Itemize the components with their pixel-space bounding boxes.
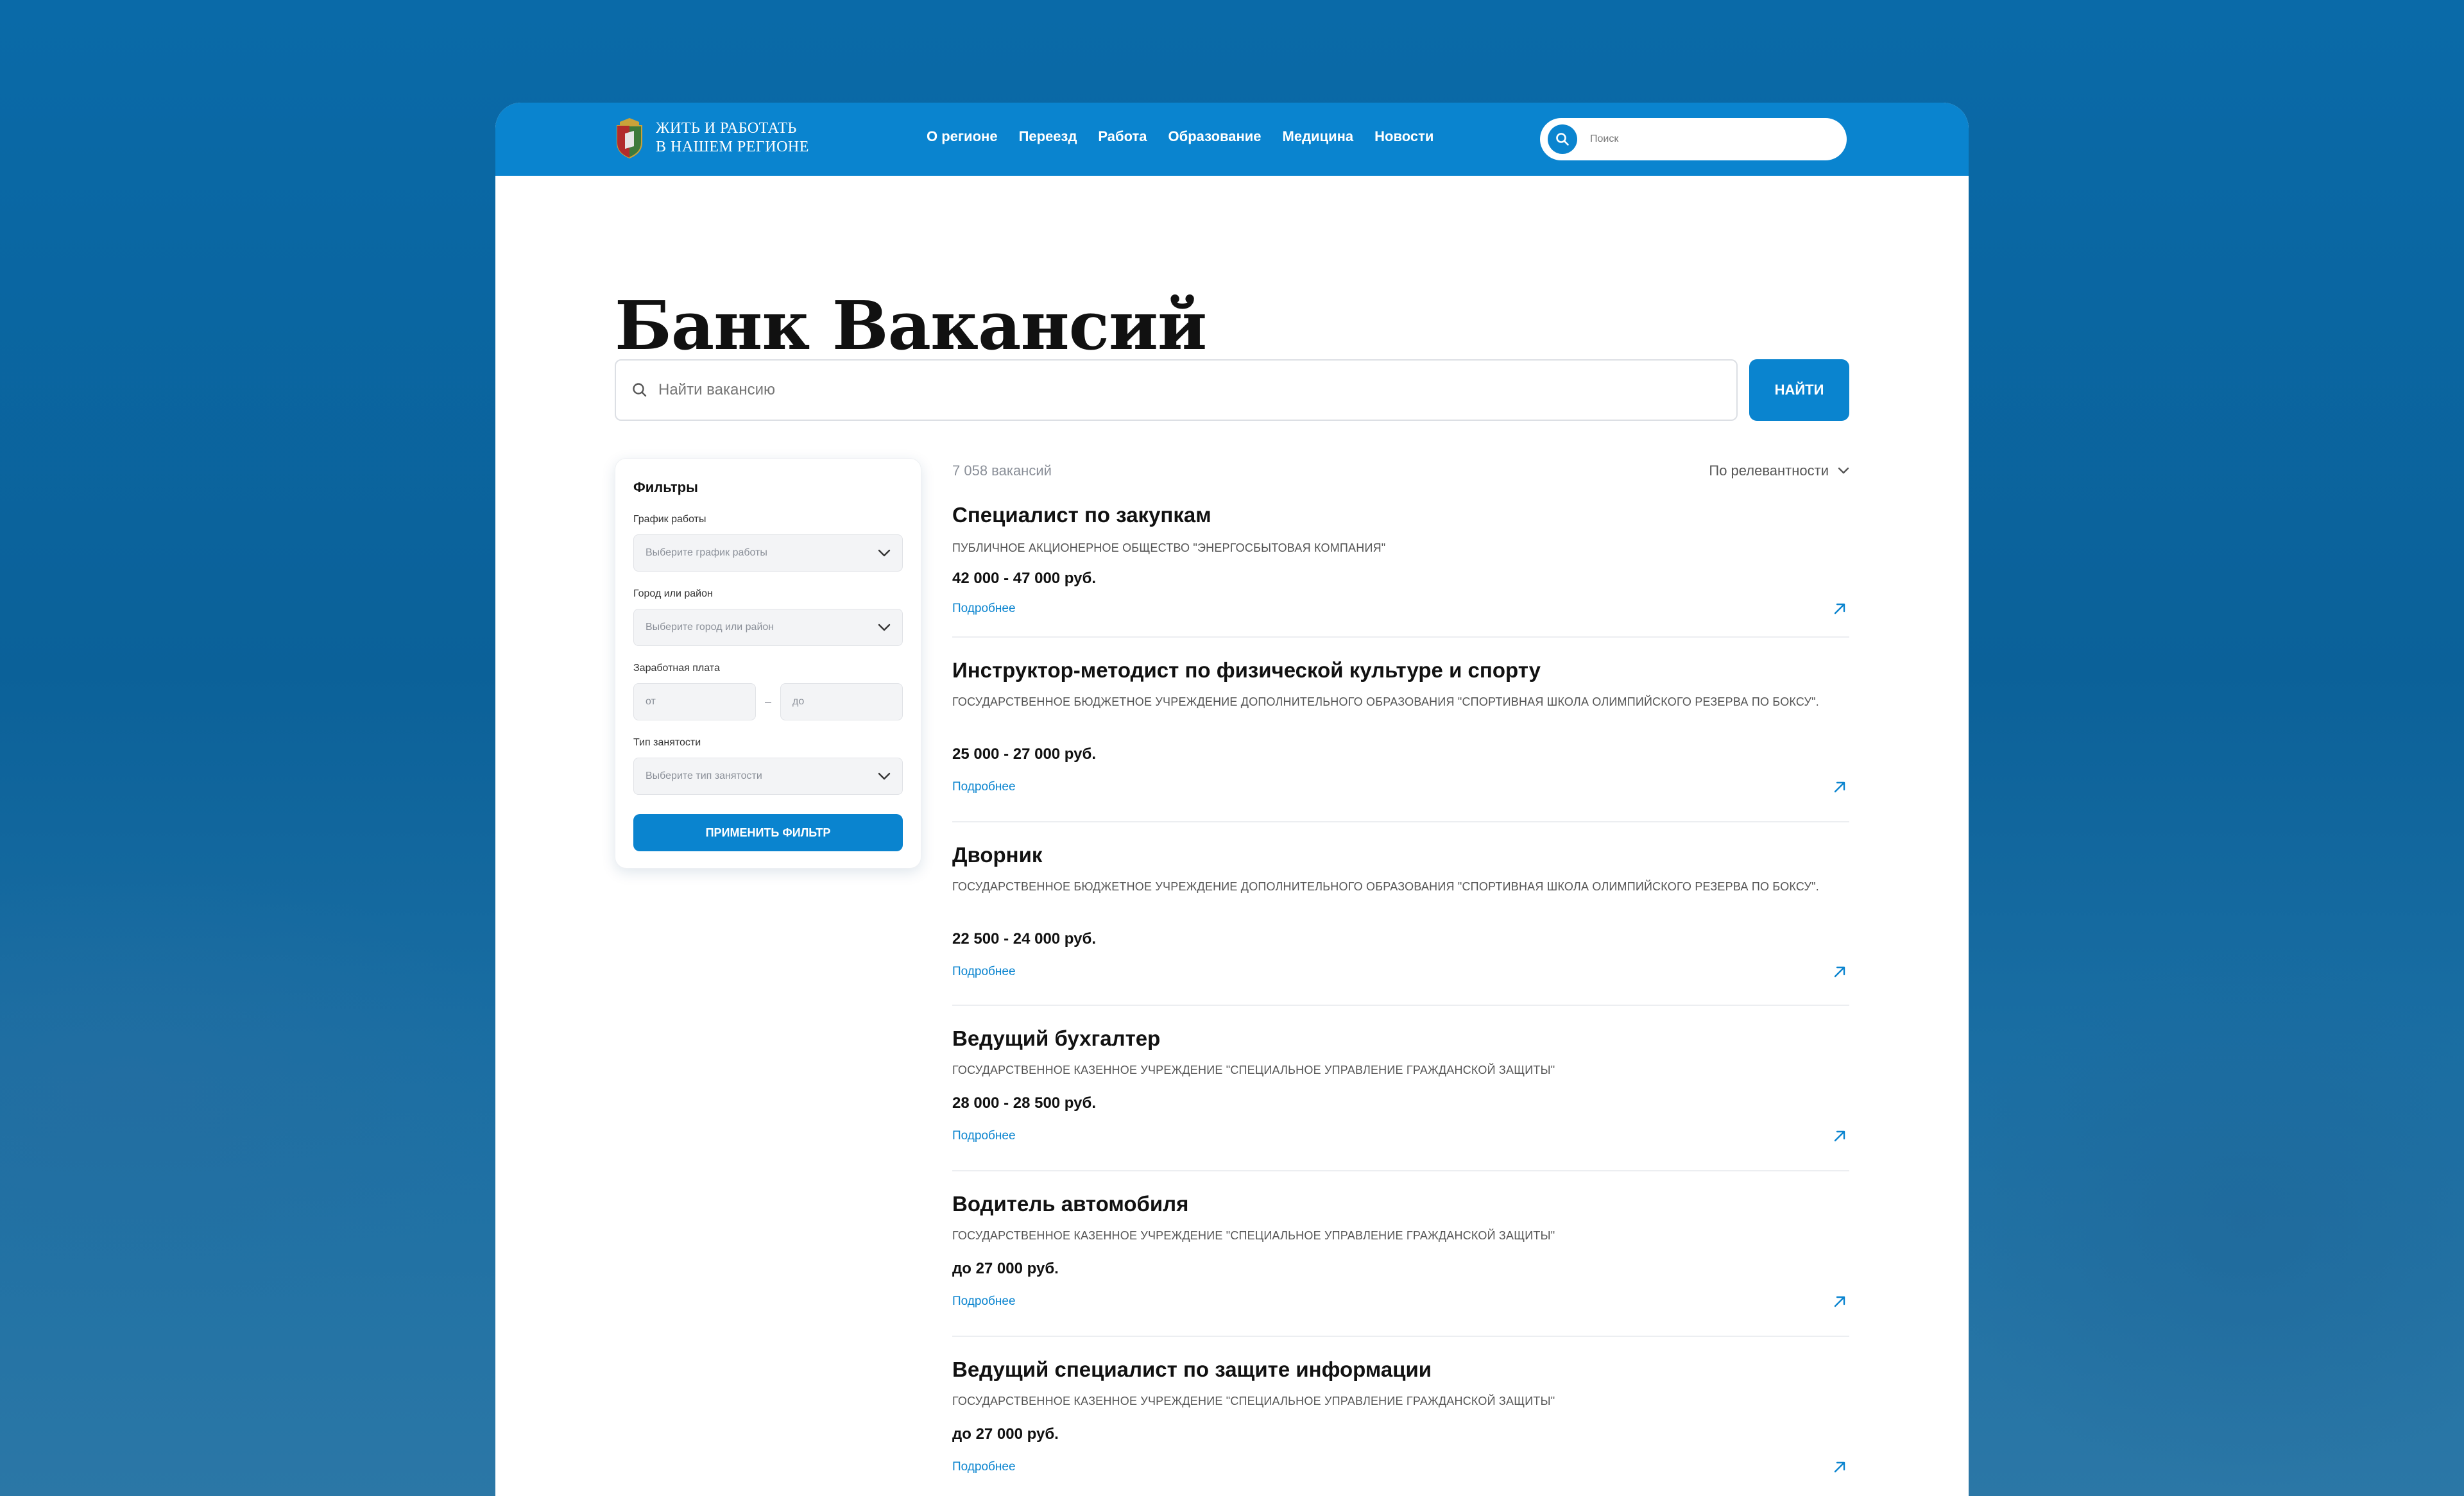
vacancy-card [952,1006,1849,1171]
page-content [495,103,1969,1496]
salary-filter [633,663,903,720]
employment-select[interactable] [633,758,903,795]
salary-dash: – [764,695,771,708]
schedule-placeholder: Выберите график работы [646,547,767,558]
salary-label: Заработная плата [633,663,720,674]
vacancy-more-link[interactable]: Подробнее [952,602,1016,615]
salary-to-input[interactable]: до [780,683,903,720]
search-icon [631,382,648,398]
city-label: Город или район [633,588,713,599]
filters-panel [615,458,921,869]
arrow-up-right-icon[interactable] [1833,1129,1847,1143]
vacancy-salary: 25 000 - 27 000 руб. [952,745,1096,763]
employment-filter [633,737,903,795]
vacancy-card [952,484,1849,638]
salary-range [633,683,903,720]
employment-label: Тип занятости [633,737,701,748]
nav-news[interactable]: Новости [1374,128,1434,144]
vacancy-card [952,822,1849,1006]
results-count: 7 058 вакансий [952,463,1052,479]
vacancy-employer: ГОСУДАРСТВЕННОЕ БЮДЖЕТНОЕ УЧРЕЖДЕНИЕ ДОПОЛНИТЕЛЬНОГО ОБРАЗОВАНИЯ "СПОРТИВНАЯ ШКОЛА ОЛИМПИЙСКОГО РЕЗЕРВА ПО БОКСУ". [952,695,1819,708]
apply-filter-button[interactable]: ПРИМЕНИТЬ ФИЛЬТР [633,814,903,851]
arrow-up-right-icon[interactable] [1833,780,1847,794]
chevron-down-icon [878,549,891,557]
nav-medicine[interactable]: Медицина [1282,128,1354,144]
vacancy-search-input[interactable] [658,381,1685,399]
city-placeholder: Выберите город или район [646,622,774,633]
arrow-up-right-icon[interactable] [1833,602,1847,616]
vacancy-card [952,1171,1849,1337]
vacancy-results [952,458,1849,1491]
logo-line-1: ЖИТЬ И РАБОТАТЬ [656,120,797,137]
sort-dropdown[interactable] [1709,463,1849,479]
vacancy-more-link[interactable]: Подробнее [952,965,1016,978]
chevron-down-icon [1838,467,1849,475]
filters-title: Фильтры [633,479,698,495]
chevron-down-icon [878,772,891,780]
vacancy-salary: до 27 000 руб. [952,1425,1059,1443]
vacancy-salary: 42 000 - 47 000 руб. [952,570,1096,587]
page-title: Банк Вакансий [615,286,1207,365]
logo-line-2: В НАШЕМ РЕГИОНЕ [656,139,809,155]
results-header [952,458,1849,484]
vacancy-employer: ПУБЛИЧНОЕ АКЦИОНЕРНОЕ ОБЩЕСТВО "ЭНЕРГОСБЫТОВАЯ КОМПАНИЯ" [952,541,1386,554]
vacancy-salary: 22 500 - 24 000 руб. [952,930,1096,948]
city-filter [633,588,903,646]
vacancy-more-link[interactable]: Подробнее [952,1129,1016,1143]
vacancy-card [952,638,1849,822]
vacancy-salary: 28 000 - 28 500 руб. [952,1094,1096,1112]
nav-about-region[interactable]: О регионе [927,128,998,144]
vacancy-title[interactable]: Дворник [952,843,1043,867]
nav-education[interactable]: Образование [1168,128,1262,144]
salary-from-input[interactable]: от [633,683,756,720]
vacancy-employer: ГОСУДАРСТВЕННОЕ БЮДЖЕТНОЕ УЧРЕЖДЕНИЕ ДОПОЛНИТЕЛЬНОГО ОБРАЗОВАНИЯ "СПОРТИВНАЯ ШКОЛА ОЛИМПИЙСКОГО РЕЗЕРВА ПО БОКСУ". [952,880,1819,893]
vacancy-title[interactable]: Инструктор-методист по физической культуре и спорту [952,658,1541,682]
arrow-up-right-icon[interactable] [1833,1295,1847,1309]
vacancy-search [615,359,1738,421]
chevron-down-icon [878,624,891,631]
vacancy-more-link[interactable]: Подробнее [952,1295,1016,1308]
find-button[interactable]: НАЙТИ [1749,359,1849,421]
vacancy-title[interactable]: Водитель автомобиля [952,1192,1189,1216]
nav-relocation[interactable]: Переезд [1018,128,1077,144]
schedule-select[interactable] [633,534,903,572]
vacancy-employer: ГОСУДАРСТВЕННОЕ КАЗЕННОЕ УЧРЕЖДЕНИЕ "СПЕЦИАЛЬНОЕ УПРАВЛЕНИЕ ГРАЖДАНСКОЙ ЗАЩИТЫ" [952,1064,1555,1076]
arrow-up-right-icon[interactable] [1833,1460,1847,1474]
vacancy-employer: ГОСУДАРСТВЕННОЕ КАЗЕННОЕ УЧРЕЖДЕНИЕ "СПЕЦИАЛЬНОЕ УПРАВЛЕНИЕ ГРАЖДАНСКОЙ ЗАЩИТЫ" [952,1395,1555,1407]
vacancy-employer: ГОСУДАРСТВЕННОЕ КАЗЕННОЕ УЧРЕЖДЕНИЕ "СПЕЦИАЛЬНОЕ УПРАВЛЕНИЕ ГРАЖДАНСКОЙ ЗАЩИТЫ" [952,1229,1555,1242]
vacancy-title[interactable]: Ведущий специалист по защите информации [952,1357,1432,1381]
vacancy-more-link[interactable]: Подробнее [952,780,1016,794]
employment-placeholder: Выберите тип занятости [646,770,762,781]
arrow-up-right-icon[interactable] [1833,965,1847,979]
vacancy-more-link[interactable]: Подробнее [952,1460,1016,1474]
nav-work[interactable]: Работа [1098,128,1147,144]
vacancy-card [952,1337,1849,1491]
schedule-filter [633,514,903,572]
vacancy-title[interactable]: Ведущий бухгалтер [952,1026,1161,1050]
vacancy-title[interactable]: Специалист по закупкам [952,503,1211,527]
sort-label: По релевантности [1709,463,1829,479]
vacancy-salary: до 27 000 руб. [952,1260,1059,1277]
schedule-label: График работы [633,514,706,525]
city-select[interactable] [633,609,903,646]
